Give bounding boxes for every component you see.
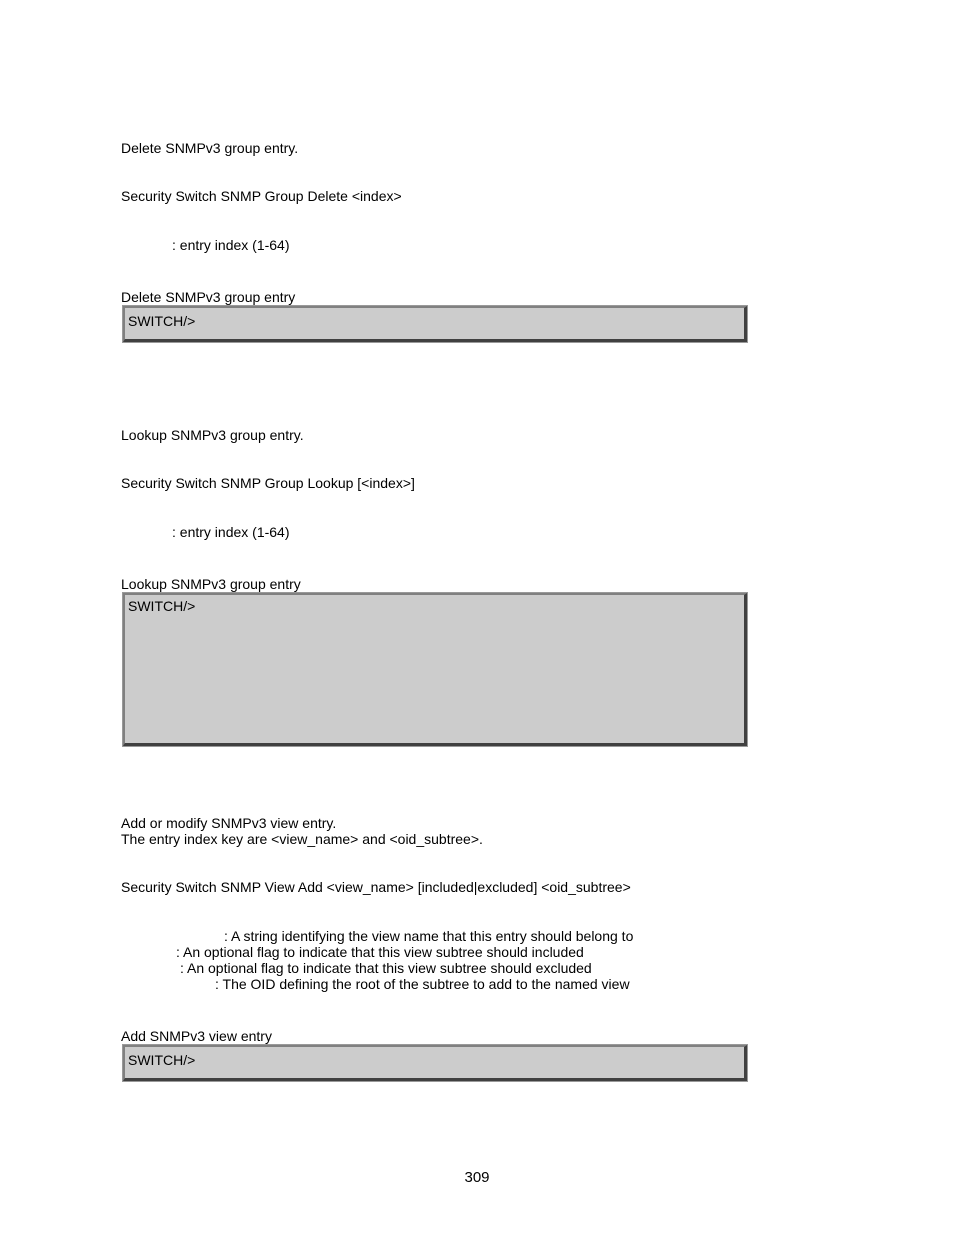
- section3-param-view-name: : A string identifying the view name that this entry should belong to: [224, 928, 634, 944]
- section1-example-title: Delete SNMPv3 group entry: [121, 289, 296, 305]
- section1-console-box: [123, 306, 747, 342]
- section3-param-oid-subtree: : The OID defining the root of the subtree to add to the named view: [215, 976, 630, 992]
- section1-syntax: Security Switch SNMP Group Delete <index>: [121, 188, 402, 204]
- section3-console-box: [123, 1045, 747, 1081]
- section3-syntax: Security Switch SNMP View Add <view_name> [included|excluded] <oid_subtree>: [121, 879, 631, 895]
- section1-param-index: : entry index (1-64): [172, 237, 290, 253]
- section3-description-line1: Add or modify SNMPv3 view entry.: [121, 815, 337, 831]
- section2-param-index: : entry index (1-64): [172, 524, 290, 540]
- section2-description: Lookup SNMPv3 group entry.: [121, 427, 304, 443]
- section2-console-box: [123, 593, 747, 746]
- page-number: 309: [464, 1169, 490, 1186]
- section3-console-prompt: SWITCH/>: [128, 1052, 196, 1068]
- section3-example-title: Add SNMPv3 view entry: [121, 1028, 272, 1044]
- section3-param-included: : An optional flag to indicate that this view subtree should included: [176, 944, 584, 960]
- section3-description-line2: The entry index key are <view_name> and <oid_subtree>.: [121, 831, 483, 847]
- section2-console-prompt: SWITCH/>: [128, 598, 196, 614]
- section1-console-prompt: SWITCH/>: [128, 313, 196, 329]
- section1-description: Delete SNMPv3 group entry.: [121, 140, 299, 156]
- section2-syntax: Security Switch SNMP Group Lookup [<index>]: [121, 475, 415, 491]
- section2-example-title: Lookup SNMPv3 group entry: [121, 576, 301, 592]
- section3-param-excluded: : An optional flag to indicate that this view subtree should excluded: [180, 960, 592, 976]
